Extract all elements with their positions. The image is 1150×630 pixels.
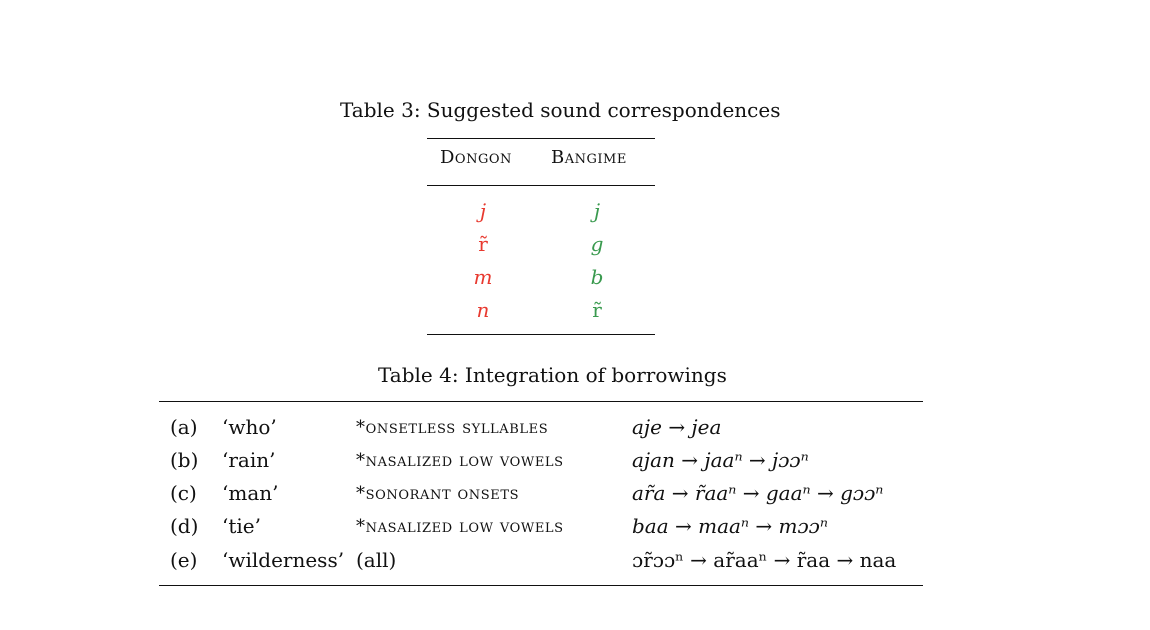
- row-constraint: (all): [356, 548, 397, 572]
- table3-mid-rule: [427, 185, 655, 186]
- table3-dongon-cell: n: [476, 298, 490, 322]
- row-label: (e): [170, 548, 198, 572]
- row-constraint: *nasalized low vowels: [356, 516, 564, 537]
- row-derivation: baa → maaⁿ → mɔɔⁿ: [632, 514, 828, 538]
- row-derivation: ar̃a → r̃aaⁿ → gaaⁿ → gɔɔⁿ: [632, 481, 884, 505]
- row-derivation: aje → jea: [632, 415, 722, 439]
- row-gloss: ‘man’: [222, 481, 279, 505]
- row-derivation: ɔr̃ɔɔⁿ → ar̃aaⁿ → r̃aa → naa: [632, 548, 897, 572]
- row-label: (a): [170, 415, 198, 439]
- table3-dongon-cell: j: [479, 199, 487, 223]
- table3-dongon-cell: m: [473, 265, 493, 289]
- table3-header-bangime: Bangime: [551, 147, 627, 168]
- table3-header-dongon: Dongon: [440, 147, 512, 168]
- row-constraint: *onsetless syllables: [356, 417, 549, 438]
- row-constraint: *sonorant onsets: [356, 483, 520, 504]
- row-gloss: ‘wilderness’: [222, 548, 345, 572]
- table4-top-rule: [159, 401, 923, 402]
- table3-top-rule: [427, 138, 655, 139]
- table3-bangime-cell: j: [593, 199, 601, 223]
- table3-bangime-cell: b: [590, 265, 604, 289]
- row-label: (b): [170, 448, 199, 472]
- table3-caption: Table 3: Suggested sound correspondences: [340, 98, 781, 122]
- table4-bottom-rule: [159, 585, 923, 586]
- row-gloss: ‘rain’: [222, 448, 276, 472]
- row-constraint: *nasalized low vowels: [356, 450, 564, 471]
- row-label: (d): [170, 514, 199, 538]
- table3-bangime-cell: g: [590, 232, 604, 256]
- table3-bangime-cell: r̃: [592, 298, 602, 322]
- table4-caption: Table 4: Integration of borrowings: [378, 363, 727, 387]
- row-gloss: ‘who’: [222, 415, 277, 439]
- row-gloss: ‘tie’: [222, 514, 261, 538]
- row-derivation: ajan → jaaⁿ → jɔɔⁿ: [632, 448, 809, 472]
- row-label: (c): [170, 481, 197, 505]
- table3-dongon-cell: r̃: [478, 232, 488, 256]
- table3-bottom-rule: [427, 334, 655, 335]
